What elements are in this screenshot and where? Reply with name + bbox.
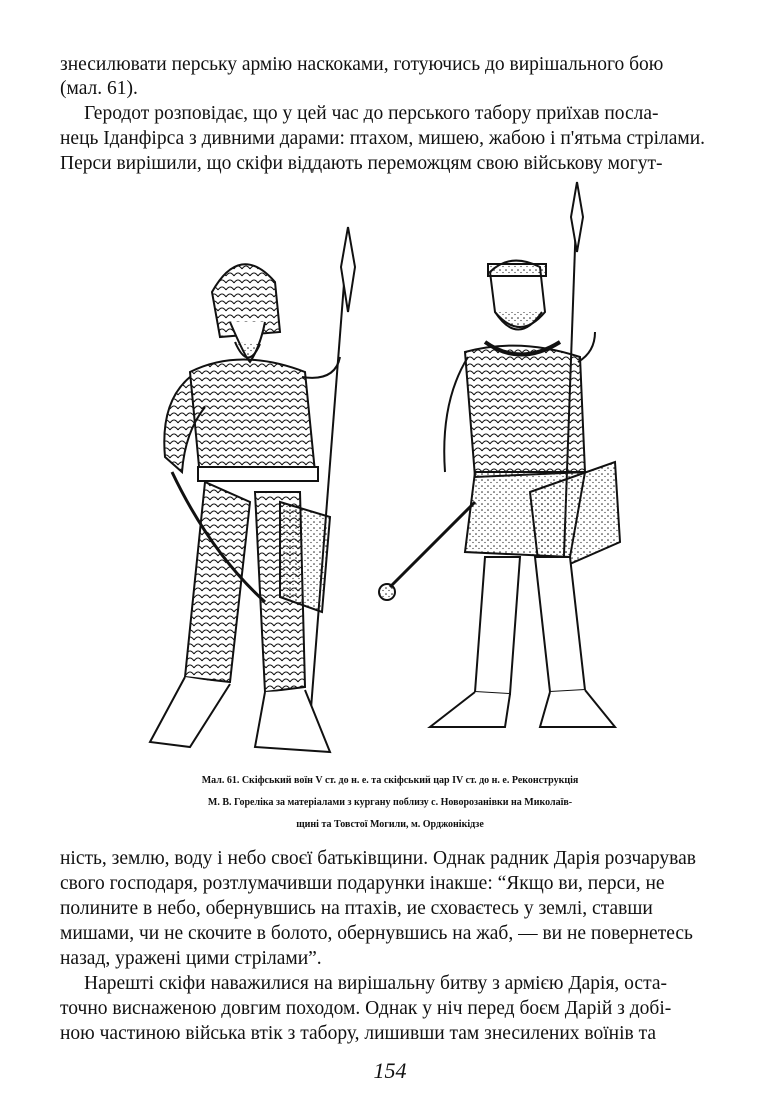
text-line: ність, землю, воду і небо своєї батьківщини. Однак радник Дарія розчарував <box>60 848 696 869</box>
page-number: 154 <box>373 1058 407 1083</box>
scythian-warrior-figure <box>150 227 355 752</box>
scythian-king-figure <box>379 182 620 727</box>
text-line: ною частиною війська втік з табору, лишивши там знесилених воїнів та <box>60 1023 656 1044</box>
figure-caption: Мал. 61. Скіфський воїн V ст. до н. е. та скіфський цар IV ст. до н. е. Реконструкція <box>201 775 579 786</box>
text-line: точно виснаженою довгим походом. Однак у ніч перед боєм Дарій з добі- <box>60 998 672 1019</box>
text-line: знесилювати перську армію наскоками, готуючись до вирішального бою <box>60 54 664 75</box>
text-line: нець Іданфірса з дивними дарами: птахом, мишею, жабою і п'ятьма стрілами. <box>60 128 706 149</box>
text-line: Перси вирішили, що скіфи віддають переможцям свою військову могут- <box>60 153 663 174</box>
text-line: (мал. 61). <box>60 78 138 99</box>
text-line: Нарешті скіфи наважилися на вирішальну битву з армією Дарія, оста- <box>84 973 667 994</box>
text-line: полините в небо, обернувшись на птахів, ие сховаєтесь у землі, ставши <box>60 898 653 919</box>
text-line: свого господаря, розтлумачивши подарунки інакше: “Якщо ви, перси, не <box>60 873 665 894</box>
text-line: мишами, чи не скочите в болото, обернувшись на жаб, — ви не повернетесь <box>60 923 693 944</box>
figure-caption: щині та Товстої Могили, м. Орджонікідзе <box>296 819 484 830</box>
figure-caption: М. В. Горeліка за матеріалами з кургану поблизу с. Новорозанівки на Миколаїв- <box>207 797 573 808</box>
text-line: назад, уражені цими стрілами”. <box>60 948 322 969</box>
scythian-warriors-illustration <box>90 172 730 762</box>
text-line: Геродот розповідає, що у цей час до перського табору приїхав посла- <box>84 103 659 124</box>
